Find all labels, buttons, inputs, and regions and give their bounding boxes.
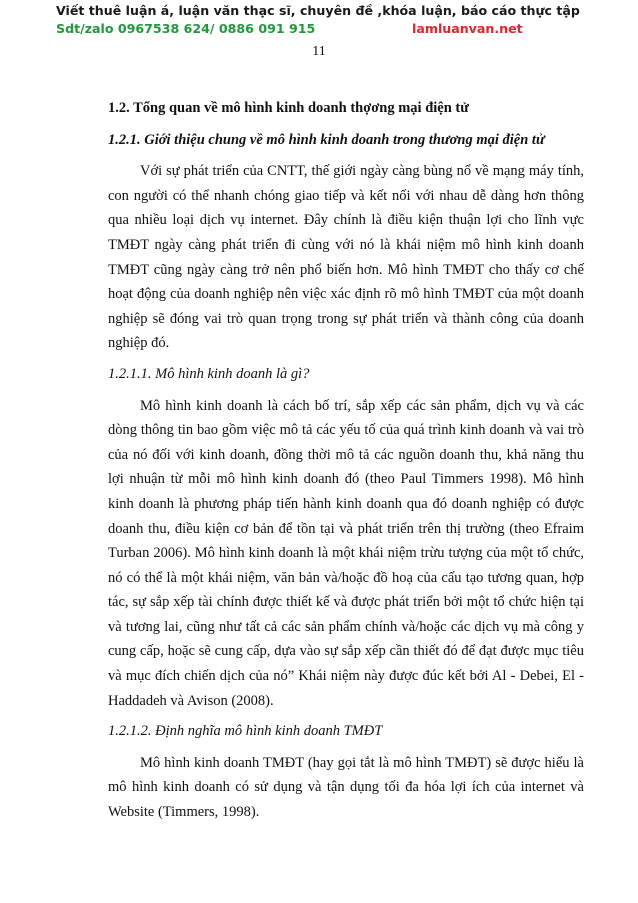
banner-service-text: Viết thuê luận á, luận văn thạc sĩ, chuyên đề ,khóa luận, báo cáo thực tập (56, 3, 580, 18)
banner-contact-phone: Sdt/zalo 0967538 624/ 0886 091 915 (56, 21, 316, 36)
ecommerce-model-paragraph: Mô hình kinh doanh TMĐT (hay gọi tắt là mô hình TMĐT) sẽ được hiểu là mô hình kinh doanh có sử dụng và tận dụng tối đa hóa lợi ích của internet và Website (Timmers, 1998). (108, 754, 584, 821)
intro-paragraph: Với sự phát triển của CNTT, thế giới ngày càng bùng nổ về mạng máy tính, con người có thể nhanh chóng giao tiếp và kết nối với nhau dễ dàng hơn thông qua nhiều loại dịch vụ internet. Đây chính là điều kiện thuận lợi cho lĩnh vực TMĐT ngày càng phát triển đi cùng với nó là khái niệm mô hình kinh doanh TMĐT cũng ngày càng trở nên phổ biến hơn. Mô hình TMĐT cho thấy cơ chế hoạt động của doanh nghiệp nên việc xác định rõ mô hình TMĐT của một doanh nghiệp sẽ đóng vai trò quan trọng trong sự phát triển và thành công của doanh nghiệp đó. (108, 163, 584, 352)
banner-contact-row (56, 20, 616, 38)
header-banner (56, 2, 616, 38)
heading-1-2-1-2: 1.2.1.2. Định nghĩa mô hình kinh doanh TMĐT (108, 723, 383, 740)
document-body (108, 96, 584, 831)
subsection-heading: 1.2.1. Giới thiệu chung về mô hình kinh doanh trong thương mại điện tử (108, 131, 545, 148)
business-model-paragraph: Mô hình kinh doanh là cách bố trí, sắp xếp các sản phẩm, dịch vụ và các dòng thông tin bao gồm việc mô tả các yếu tố của quá trình kinh doanh và vai trò của nó đối với kinh doanh, đồng thời mô tả các nguồn doanh thu, khả năng thu lợi nhuận từ mỗi mô hình kinh doanh đó (theo Paul Timmers 1998). Mô hình kinh doanh là phương pháp tiến hành kinh doanh qua đó doanh nghiệp có được doanh thu, điều kiện cơ bản để tồn tại và phát triển trên thị trường (theo Efraim Turban 2006). Mô hình kinh doanh là một khái niệm trừu tượng của một tổ chức, nó có thể là một khái niệm, văn bản và/hoặc đồ hoạ của cấu tạo tương quan, hợp tác, sự sắp xếp tài chính được thiết kế và được phát triển bởi một tổ chức hiện tại và tương lai, cũng như tất cả các sản phẩm chính và/hoặc các dịch vụ mà công y cung cấp, hoặc sẽ cung cấp, dựa vào sự sắp xếp cần thiết đó để đạt được mục tiêu và mục đích chiến dịch của nó” Khái niệm này được đúc kết bởi Al - Debei, El - Haddadeh và Avison (2008). (108, 397, 584, 709)
page-number: 11 (312, 44, 326, 59)
section-heading: 1.2. Tổng quan về mô hình kinh doanh thợơng mại điện tử (108, 100, 469, 116)
heading-1-2-1-1: 1.2.1.1. Mô hình kinh doanh là gì? (108, 365, 310, 382)
banner-website-link[interactable]: lamluanvan.net (412, 21, 523, 36)
